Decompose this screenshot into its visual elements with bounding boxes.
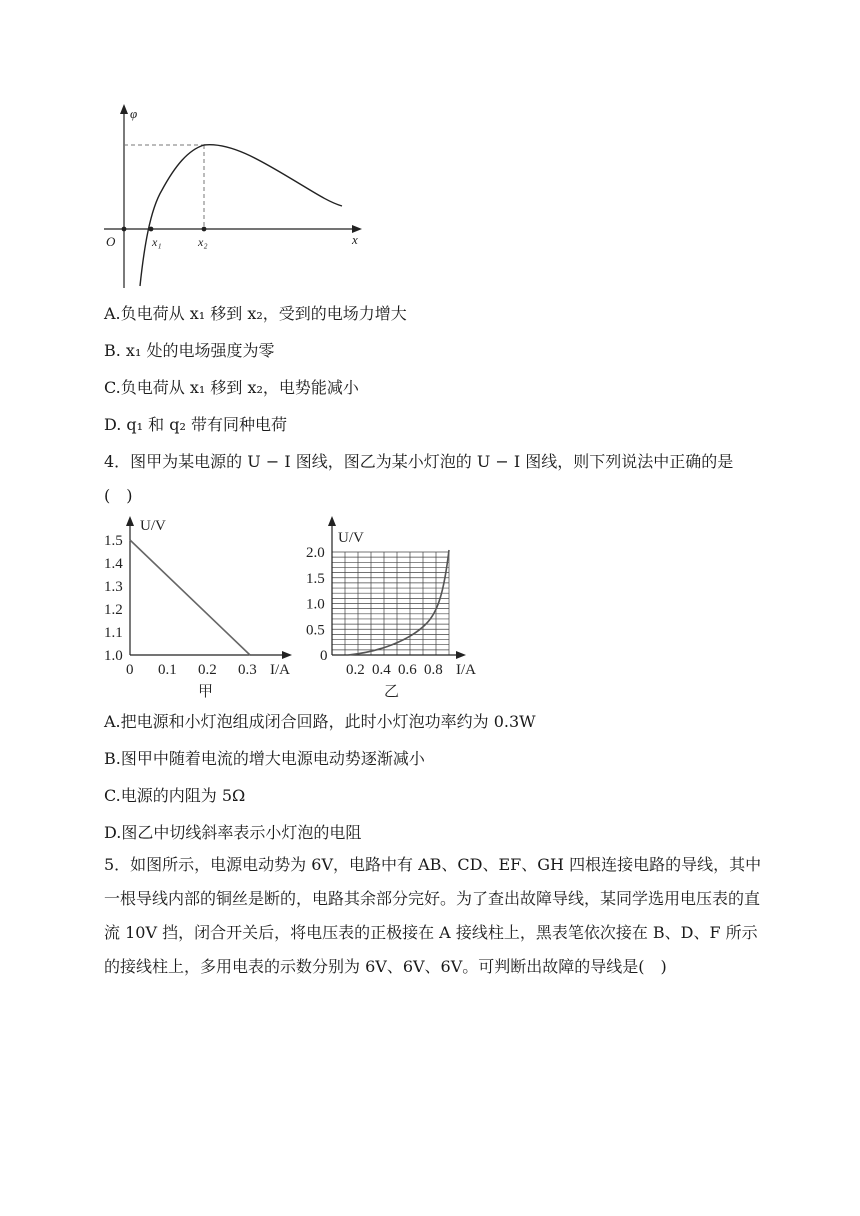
- q5-text: 5．如图所示，电源电动势为 6V，电路中有 AB、CD、EF、GH 四根连接电路的导线，其中一根导线内部的铜丝是断的，电路其余部分完好。为了查出故障导线，某同学选用电压表的直流 10V 挡，闭合开关后，将电压表的正极接在 A 接线柱上，黑表笔依次接在 B、D、F 所示的接线柱上，多用电表的示数分别为 6V、6V、6V。可判断出故障的导线是( ): [104, 855, 762, 976]
- jia-y-tick-1: 1.4: [104, 556, 123, 572]
- jia-x-tick-0: 0: [126, 662, 134, 678]
- q4-option-c: C.电源的内阻为 5Ω: [104, 786, 246, 805]
- yi-caption: 乙: [384, 684, 400, 700]
- axis-y-label: φ: [130, 106, 138, 121]
- jia-x-tick-3: 0.3: [238, 662, 257, 678]
- jia-y-tick-5: 1.0: [104, 648, 123, 664]
- chart-yi: [300, 512, 500, 702]
- q3-option-a: A.负电荷从 x₁ 移到 x₂，受到的电场力增大: [104, 304, 407, 323]
- yi-x-tick-0: 0.2: [346, 662, 365, 678]
- jia-ylabel: U/V: [140, 518, 166, 534]
- yi-x-tick-1: 0.4: [372, 662, 391, 678]
- q4-option-a: A.把电源和小灯泡组成闭合回路，此时小灯泡功率约为 0.3W: [104, 712, 536, 731]
- jia-y-tick-3: 1.2: [104, 602, 123, 618]
- q4-bracket: ( ): [104, 486, 133, 505]
- jia-xlabel: I/A: [270, 662, 290, 678]
- q3-option-d: D. q₁ 和 q₂ 带有同种电荷: [104, 415, 288, 434]
- yi-xlabel: I/A: [456, 662, 476, 678]
- x1-label: x₁: [152, 235, 162, 249]
- jia-x-tick-1: 0.1: [158, 662, 177, 678]
- jia-series-line: [130, 540, 250, 655]
- yi-ylabel: U/V: [338, 530, 364, 546]
- jia-x-tick-2: 0.2: [198, 662, 217, 678]
- chart-jia: [100, 512, 300, 702]
- jia-caption: 甲: [198, 684, 214, 700]
- origin-label: O: [106, 234, 116, 249]
- axis-x-label: x: [352, 232, 358, 247]
- x2-label: x₂: [198, 235, 208, 249]
- jia-y-tick-0: 1.5: [104, 533, 123, 549]
- yi-x-tick-3: 0.8: [424, 662, 443, 678]
- jia-y-tick-4: 1.1: [104, 625, 123, 641]
- yi-x-tick-2: 0.6: [398, 662, 417, 678]
- q4-option-d: D.图乙中切线斜率表示小灯泡的电阻: [104, 823, 362, 842]
- yi-y-tick-3: 0.5: [306, 622, 325, 639]
- jia-y-tick-2: 1.3: [104, 579, 123, 595]
- q3-option-c: C.负电荷从 x₁ 移到 x₂，电势能减小: [104, 378, 359, 397]
- yi-y-tick-0: 2.0: [306, 545, 325, 561]
- yi-y-tick-4: 0: [320, 648, 328, 664]
- q4-stem: 4．图甲为某电源的 U − I 图线，图乙为某小灯泡的 U − I 图线，则下列说法中正确的是: [104, 452, 734, 471]
- q3-option-b: B. x₁ 处的电场强度为零: [104, 341, 275, 360]
- yi-y-tick-1: 1.5: [306, 570, 325, 587]
- q4-option-b: B.图甲中随着电流的增大电源电动势逐渐减小: [104, 749, 425, 768]
- yi-y-tick-2: 1.0: [306, 596, 325, 613]
- phi-x-graph: [100, 98, 370, 293]
